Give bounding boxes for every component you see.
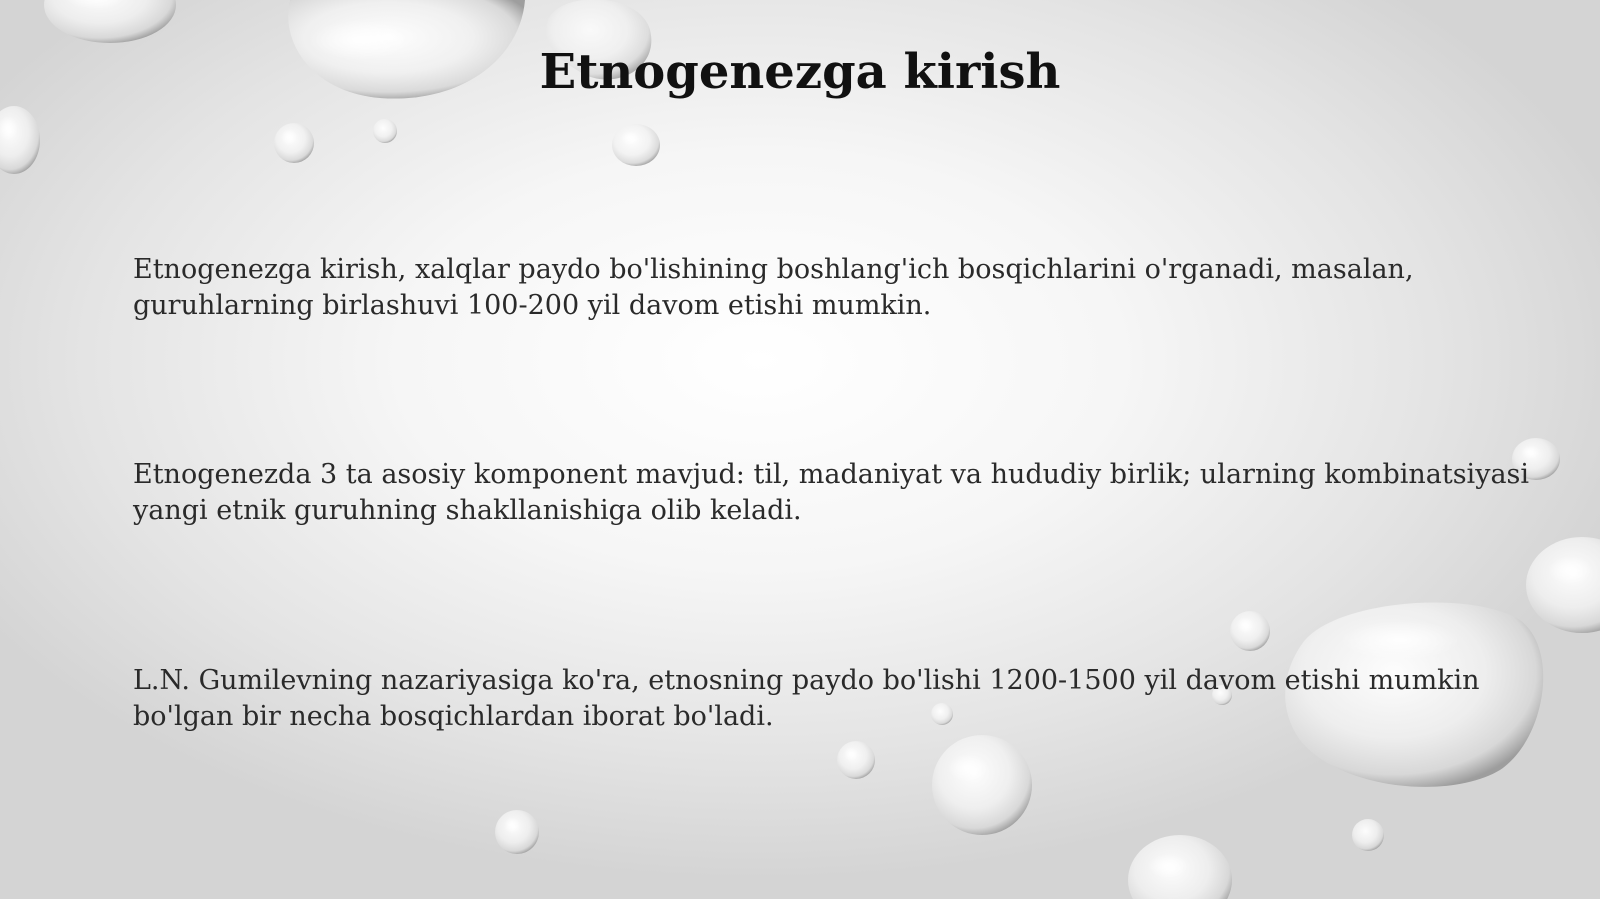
paragraph-components: Etnogenezda 3 ta asosiy komponent mavjud: til, madaniyat va hududiy birlik; ularning kombinatsiyasi yangi etnik guruhning shakllanishiga olib keladi. — [133, 459, 1530, 526]
paragraph-gumilev: L.N. Gumilevning nazariyasiga ko'ra, etnosning paydo bo'lishi 1200-1500 yil davom etishi mumkin bo'lgan bir necha bosqichlardan iborat bo'ladi. — [133, 665, 1480, 732]
droplet — [1352, 819, 1384, 851]
slide-title: Etnogenezga kirish — [539, 44, 1061, 100]
droplet — [1526, 537, 1600, 633]
droplet — [373, 119, 397, 143]
droplet — [274, 123, 314, 163]
droplet — [495, 810, 539, 854]
droplet — [1230, 611, 1270, 651]
droplet — [1128, 835, 1232, 899]
droplet — [612, 124, 660, 166]
droplet — [932, 735, 1032, 835]
droplet — [44, 0, 176, 43]
droplet — [837, 741, 875, 779]
droplet — [0, 106, 40, 174]
paragraph-intro: Etnogenezga kirish, xalqlar paydo bo'lishining boshlang'ich bosqichlarini o'rganadi, masalan, guruhlarning birlashuvi 100-200 yil davom etishi mumkin. — [133, 254, 1414, 321]
